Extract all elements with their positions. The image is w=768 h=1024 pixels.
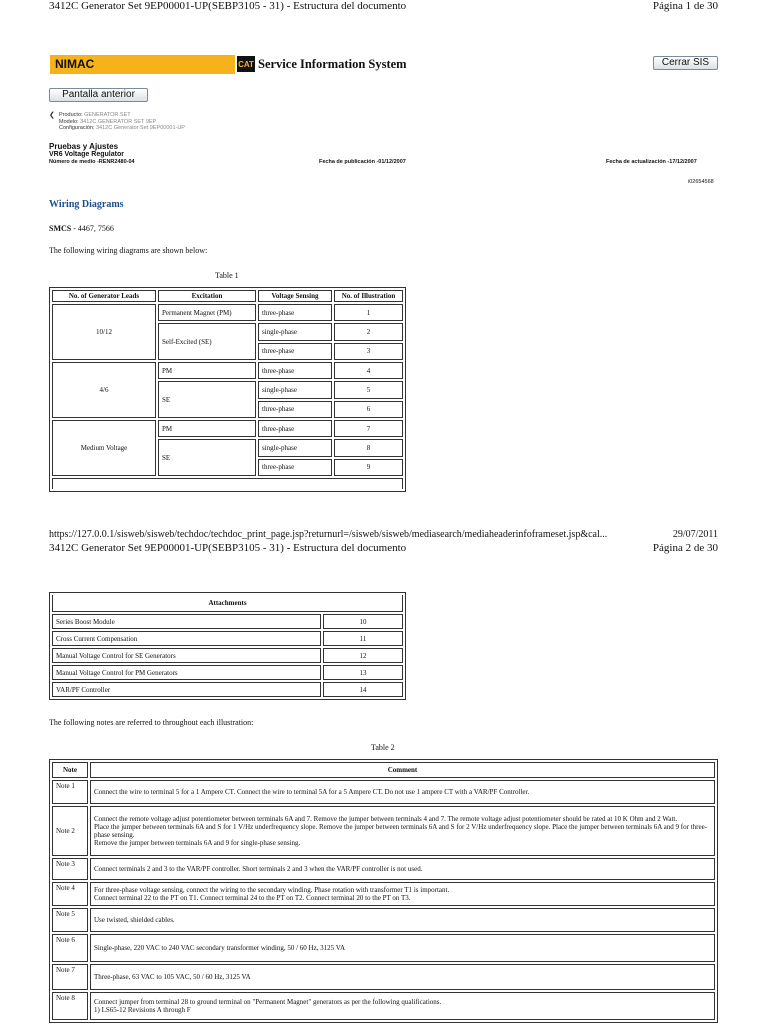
excitation-cell: PM (158, 420, 256, 437)
generator-leads-cell: 4/6 (52, 362, 156, 418)
table-row (52, 631, 403, 646)
sensing-cell: single-phase (258, 439, 332, 456)
table-row (52, 806, 715, 856)
attachment-num-cell: 14 (323, 682, 403, 697)
page-number: Página 1 de 30 (652, 0, 718, 12)
illustration-cell: 5 (334, 381, 403, 398)
table-row (52, 682, 403, 697)
table-row (52, 304, 403, 321)
sensing-cell: three-phase (258, 304, 332, 321)
illustration-cell: 1 (334, 304, 403, 321)
table-row (52, 780, 715, 804)
sis-header-bar (50, 54, 718, 74)
back-arrow-icon[interactable]: ❮ (49, 111, 55, 119)
table-row (52, 614, 403, 629)
sensing-cell: three-phase (258, 343, 332, 360)
notes-table-clip (49, 759, 718, 1024)
table-header: Voltage Sensing (258, 290, 332, 302)
page-number: Página 2 de 30 (652, 542, 718, 554)
section-title: Pruebas y Ajustes (49, 142, 119, 151)
table-row (52, 858, 715, 880)
excitation-cell: SE (158, 381, 256, 418)
comment-cell: Connect the wire to terminal 5 for a 1 Ampere CT. Connect the wire to terminal 5A for a 5 Ampere CT. Do not use 1 ampere CT with a VAR/PF Controller. (90, 780, 715, 804)
illustration-cell: 2 (334, 323, 403, 340)
table-header: Excitation (158, 290, 256, 302)
attachment-num-cell: 12 (323, 648, 403, 663)
print-url: https://127.0.0.1/sisweb/sisweb/techdoc/techdoc_print_page.jsp?returnurl=/sisweb/sisweb/mediasearch/mediaheaderinfoframeset.jsp&cal... (49, 529, 608, 540)
update-date: Fecha de actualización -17/12/2007 (606, 159, 697, 165)
attachment-num-cell: 11 (323, 631, 403, 646)
comment-cell: Use twisted, shielded cables. (90, 908, 715, 932)
excitation-cell: Self-Excited (SE) (158, 323, 256, 360)
product-info: Producto: GENERATOR SET Modelo: 3412C GENERATOR SET 9EP Configuración: 3412C Generator Set 9EP00001-UP (59, 112, 185, 131)
excitation-cell: PM (158, 362, 256, 379)
table-row (52, 665, 403, 680)
table1-caption: Table 1 (215, 271, 239, 280)
comment-cell: Connect terminals 2 and 3 to the VAR/PF controller. Short terminals 2 and 3 when the VAR/PF controller is not used. (90, 858, 715, 880)
sensing-cell: three-phase (258, 420, 332, 437)
illustration-cell: 8 (334, 439, 403, 456)
intro-text: The following wiring diagrams are shown below: (49, 246, 208, 255)
print-date: 29/07/2011 (672, 529, 718, 540)
wiring-diagrams-table (49, 287, 406, 492)
table-row (52, 478, 403, 489)
sensing-cell: single-phase (258, 323, 332, 340)
nimac-logo: NIMAC (50, 55, 235, 74)
illustration-cell: 9 (334, 459, 403, 476)
table-row (52, 362, 403, 379)
attachment-name-cell: Manual Voltage Control for PM Generators (52, 665, 321, 680)
table-header: Comment (90, 762, 715, 778)
empty-cell (52, 478, 403, 489)
note-cell: Note 6 (52, 934, 88, 962)
attachment-num-cell: 13 (323, 665, 403, 680)
sis-title: Service Information System (258, 56, 407, 71)
illustration-cell: 7 (334, 420, 403, 437)
cat-logo-icon: CAT (237, 56, 255, 72)
attachment-name-cell: Manual Voltage Control for SE Generators (52, 648, 321, 663)
attachment-num-cell: 10 (323, 614, 403, 629)
table2-caption: Table 2 (371, 743, 395, 752)
generator-leads-cell: Medium Voltage (52, 420, 156, 476)
page-header (49, 542, 718, 554)
notes-table (49, 759, 718, 1023)
media-number: Número de medio -RENR2480-04 (49, 159, 135, 165)
document-title: 3412C Generator Set 9EP00001-UP(SEBP3105 - 31) - Estructura del documento (49, 0, 407, 12)
close-sis-button[interactable]: Cerrar SIS (653, 56, 718, 70)
attachments-table (49, 592, 406, 700)
illustration-cell: 4 (334, 362, 403, 379)
note-cell: Note 7 (52, 964, 88, 990)
illustration-cell: 6 (334, 401, 403, 418)
comment-cell: Three-phase, 63 VAC to 105 VAC, 50 / 60 Hz, 3125 VA (90, 964, 715, 990)
table-row (52, 420, 403, 437)
wiring-diagrams-heading: Wiring Diagrams (49, 199, 124, 210)
sensing-cell: three-phase (258, 401, 332, 418)
excitation-cell: Permanent Magnet (PM) (158, 304, 256, 321)
notes-intro-text: The following notes are referred to throughout each illustration: (49, 718, 254, 727)
smcs-line: SMCS - 4467, 7566 (49, 224, 114, 233)
excitation-cell: SE (158, 439, 256, 476)
table-header: No. of Illustration (334, 290, 403, 302)
note-cell: Note 3 (52, 858, 88, 880)
table-row (52, 992, 715, 1020)
attachment-name-cell: VAR/PF Controller (52, 682, 321, 697)
table-row (52, 882, 715, 906)
note-cell: Note 2 (52, 806, 88, 856)
illustration-cell: 3 (334, 343, 403, 360)
attachment-name-cell: Cross Current Compensation (52, 631, 321, 646)
sensing-cell: single-phase (258, 381, 332, 398)
table-row (52, 648, 403, 663)
note-cell: Note 1 (52, 780, 88, 804)
table-header: Note (52, 762, 88, 778)
table-header: No. of Generator Leads (52, 290, 156, 302)
table-row (52, 908, 715, 932)
subsection-title: VR6 Voltage Regulator (49, 151, 124, 158)
sensing-cell: three-phase (258, 459, 332, 476)
attachment-name-cell: Series Boost Module (52, 614, 321, 629)
note-cell: Note 8 (52, 992, 88, 1020)
table-header: Attachments (52, 595, 403, 612)
note-cell: Note 4 (52, 882, 88, 906)
page-header (49, 0, 718, 12)
document-title: 3412C Generator Set 9EP00001-UP(SEBP3105 - 31) - Estructura del documento (49, 542, 407, 554)
sensing-cell: three-phase (258, 362, 332, 379)
comment-cell: Connect the remote voltage adjust potentiometer between terminals 6A and 7. Remove the jumper between terminals 4 and 7. The remote voltage adjust potentiometer should be rated at 10 K Ohm and 2 Watt. Place the jumper between terminals 6A and S for 1 V/Hz underfrequency slope. Remove the jumper between terminals 6A and S for 2 V/Hz underfrequency slope. Place the jumper between terminals 6A and 9 for three-phase sensing. Remove the jumper between terminals 6A and 9 for single-phase sensing. (90, 806, 715, 856)
table-row (52, 934, 715, 962)
document-id: i02654568 (688, 179, 714, 185)
generator-leads-cell: 10/12 (52, 304, 156, 360)
page-footer (49, 529, 718, 540)
comment-cell: Connect jumper from terminal 28 to ground terminal on "Permanent Magnet" generators as per the following qualifications. 1) LS65-12 Revisions A through F (90, 992, 715, 1020)
publication-date: Fecha de publicación -01/12/2007 (319, 159, 406, 165)
note-cell: Note 5 (52, 908, 88, 932)
back-button[interactable]: Pantalla anterior (49, 88, 148, 102)
comment-cell: Single-phase, 220 VAC to 240 VAC secondary transformer winding, 50 / 60 Hz, 3125 VA (90, 934, 715, 962)
comment-cell: For three-phase voltage sensing, connect the wiring to the secondary winding. Phase rotation with transformer T1 is important. Connect terminal 22 to the PT on T1. Connect terminal 24 to the PT on T2. Connect terminal 20 to the PT on T3. (90, 882, 715, 906)
table-row (52, 964, 715, 990)
